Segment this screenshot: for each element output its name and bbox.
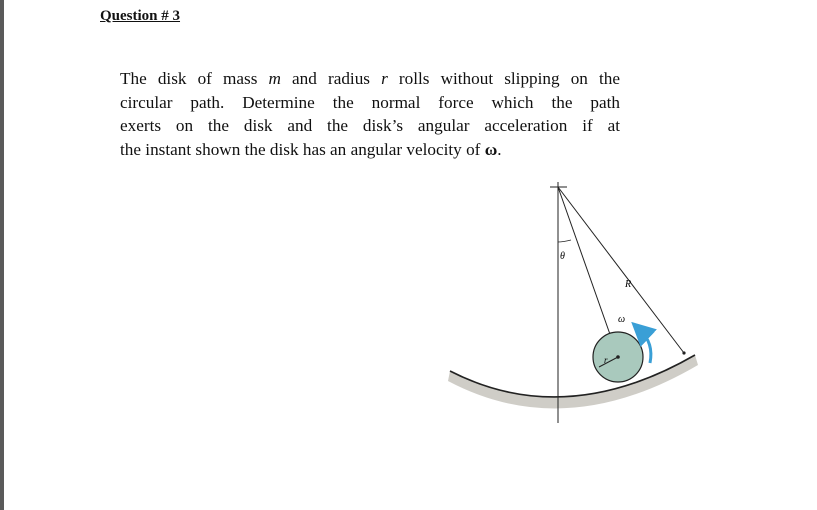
circular-path-shadow	[448, 355, 698, 408]
var-radius: r	[381, 69, 388, 88]
problem-text: .	[497, 139, 502, 159]
problem-line-3: exerts on the disk and the disk’s angular acceleration if at	[120, 116, 620, 135]
path-endpoint-mark	[682, 351, 685, 354]
question-title: Question # 3	[100, 8, 181, 24]
problem-text: The disk of mass	[120, 69, 269, 88]
var-omega: ω	[484, 139, 498, 159]
label-theta: θ	[560, 251, 565, 262]
radius-R-line	[558, 187, 684, 353]
label-omega: ω	[618, 314, 626, 325]
problem-line-4	[120, 138, 620, 162]
var-mass: m	[268, 69, 281, 88]
label-R: R	[625, 279, 632, 290]
problem-text: and radius	[280, 69, 382, 88]
label-r: r	[604, 355, 608, 365]
left-border	[0, 0, 4, 510]
disk-center-dot	[616, 355, 620, 359]
problem-text: the instant shown the disk has an angular velocity of	[120, 139, 485, 159]
problem-statement	[120, 67, 620, 161]
problem-line-2: circular path. Determine the normal force which the path	[120, 92, 620, 112]
disk-on-circular-path-figure	[440, 175, 700, 430]
problem-line-1	[120, 67, 620, 91]
disk-center-line	[558, 187, 618, 357]
problem-text: rolls without slipping on the	[387, 69, 620, 88]
theta-arc	[558, 240, 571, 242]
